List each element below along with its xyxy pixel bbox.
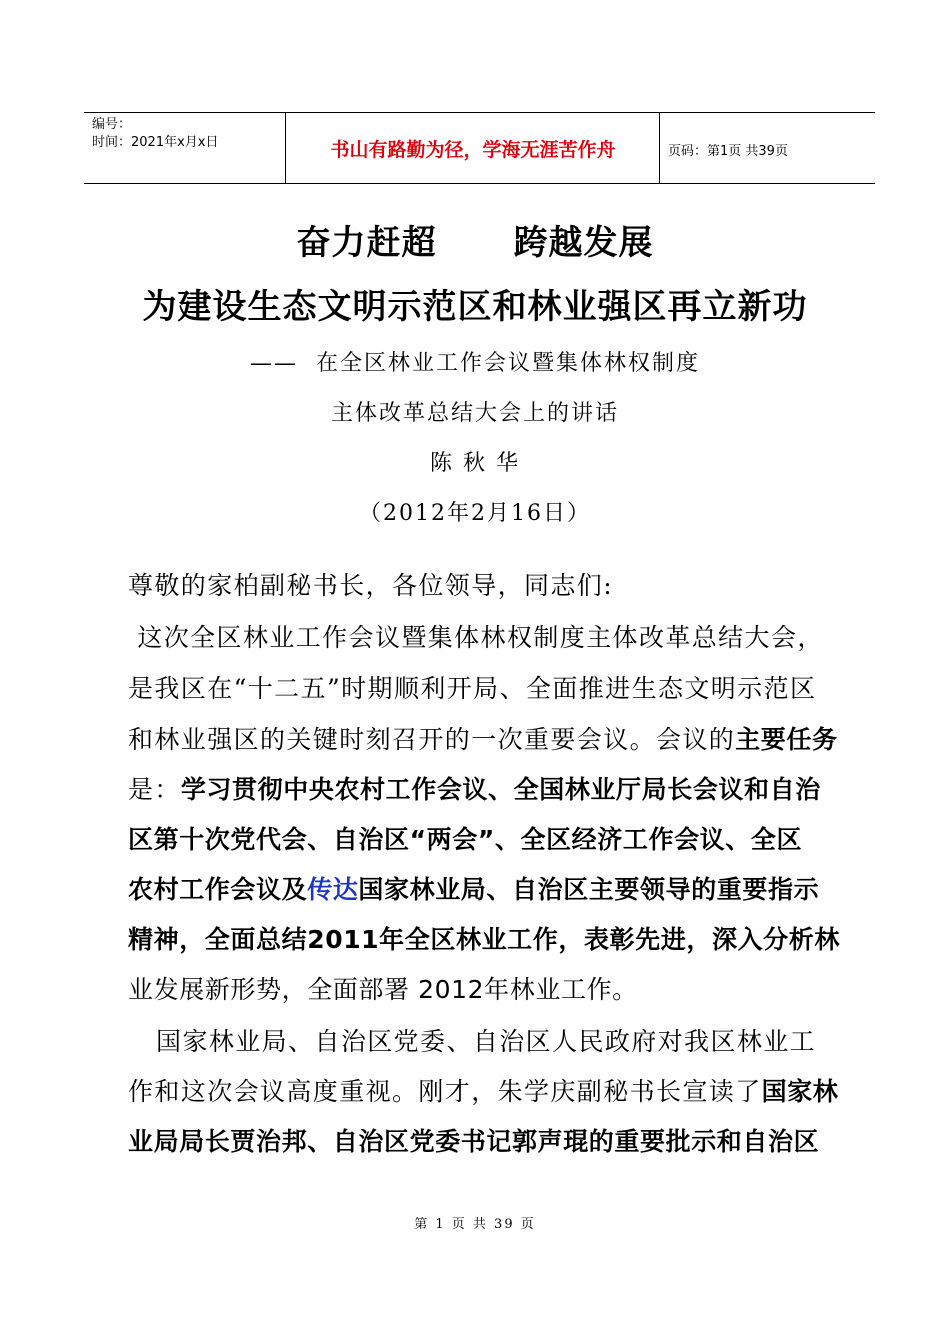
text-run: 作和这次会议高度重视。刚才，朱学庆副秘书长宣读了 [128,1077,762,1106]
paragraph-line [128,770,821,806]
hyperlink-text[interactable]: 传达 [307,875,359,904]
text-run: 是： [128,775,181,804]
subtitle-line-1: —— 在全区林业工作会议暨集体林权制度 [250,351,700,376]
paragraph-line: 这次全区林业工作会议暨集体林权制度主体改革总结大会， [128,623,824,652]
header-meta [92,116,218,152]
paragraph-line [128,720,838,756]
paragraph-line [128,920,840,956]
bold-text-run: 农村工作会议及 [128,875,308,904]
title-line-2: 为建设生态文明示范区和林业强区再立新功 [142,287,808,327]
bold-text-run: 区第十次党代会、自治区“两会”、全区经济工作会议、全区 [128,825,803,854]
paragraph-line: 是我区在“十二五”时期顺利开局、全面推进生态文明示范区 [128,674,817,703]
title-line-1: 奋力赶超 跨越发展 [296,223,654,263]
paragraph-line [128,870,819,906]
bold-text-run: 主要任务 [735,725,838,754]
bold-text-run: 业局局长贾治邦、自治区党委书记郭声琨的重要批示和自治区 [128,1127,820,1156]
number-label: 编号： [92,117,132,132]
text-run: 和林业强区的关键时刻召开的一次重要会议。会议的 [128,725,736,754]
document-header-table [84,112,875,184]
header-divider [659,113,660,183]
subtitle-line-2: 主体改革总结大会上的讲话 [330,401,619,426]
author: 陈 秋 华 [430,451,520,476]
paragraph-line: 国家林业局、自治区党委、自治区人民政府对我区林业工 [128,1027,817,1056]
time-label: 时间：2021年x月x日 [92,135,219,150]
paragraph-line [128,820,802,856]
salutation: 尊敬的家柏副秘书长，各位领导，同志们: [128,571,614,600]
bold-text-run: 精神，全面总结2011年全区林业工作，表彰先进，深入分析林 [128,925,840,954]
header-motto: 书山有路勤为径，学海无涯苦作舟 [330,139,616,161]
header-page-info: 页码：第1页 共39页 [668,144,788,159]
bold-text-run: 学习贯彻中央农村工作会议、全国林业厅局长会议和自治 [180,775,821,804]
paragraph-line [128,1072,838,1108]
paragraph-line [128,970,638,1006]
paragraph-line [128,1122,819,1158]
bold-text-run: 国家林业局、自治区主要领导的重要指示 [358,875,820,904]
text-run: 业发展新形势，全面部署 2012年林业工作。 [128,975,638,1004]
bold-text-run: 国家林 [761,1077,839,1106]
speech-date: （2012年2月16日） [359,501,591,526]
page-footer: 第 1 页 共 39 页 [414,1217,536,1232]
